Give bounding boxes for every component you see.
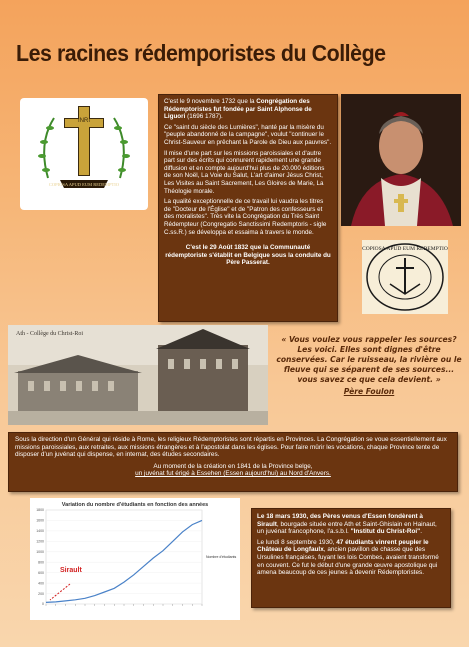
y-tick-label: 1000: [36, 549, 44, 554]
series-line: [46, 520, 202, 602]
sirault-box: [251, 508, 451, 608]
legend-label: Nombre d'étudiants: [206, 555, 237, 559]
p4-text: La qualité exceptionnelle de ce travail lui vaudra les titres de "Docteur de l'Église" et de "Patron des confesseurs et des moralistes". Très vite la Congrégation du Très Saint Rédempteur (Congregatio Sanctissimi Redemptoris - sigle C.ss.R.) se développa et essaima à travers le monde.: [164, 198, 327, 236]
redemptorist-seal: [362, 240, 448, 314]
cross-logo: [20, 98, 148, 210]
sirault-annotation: Sirault: [60, 567, 82, 574]
logo-caption: COPIOSA APUD EUM REDEMPTIO: [48, 182, 120, 187]
institut-name: "Institut du Christ-Roi": [350, 528, 421, 536]
p1-strong: Congrégation des Rédemptoristes fut fondée par Saint Alphonse de Liguori: [164, 98, 312, 121]
sirault-strong: Le 18 mars 1930, des Pères venus d'Essen fondèrent à Sirault: [257, 513, 423, 528]
p3-text: Il mise d'une part sur les missions paroissiales et d'autre part sur des écrits qui connurent rapidement une grande diffusion et en compte aujourd'hui plus de 20.000 éditions de son Noël, La Voie du Salut, L'art d'aimer Jésus Christ, Les Visites au Saint Sacrement, Les Gloires de Marie, La Théologie morale.: [164, 149, 325, 195]
chart-title: Variation du nombre d'étudiants en fonction des années: [61, 502, 209, 508]
page-title: Les racines rédemporistes du Collège: [16, 40, 386, 66]
annotation-arrow: [50, 584, 70, 600]
province-creation: Au moment de la création en 1841 de la Province belge,: [153, 462, 313, 470]
students-chart: [30, 498, 240, 620]
province-text: Sous la direction d'un Général qui réside à Rome, les religieux Rédemptoristes sont répartis en Provinces. La Congrégation se voue essentiellement aux missions paroissiales, aux retraites, aux missions étrangères et à l'apostolat dans les églises. Pour faire mûrir les vocations, chaque Province tente de disposer d'un juvénat qui dispense, en internat, des études secondaires.: [15, 436, 447, 459]
foulon-quote: [276, 335, 462, 397]
p5-text: C'est le 29 Août 1832 que la Communauté rédemptoriste s'établit en Belgique sous la conduite du Père Passerat.: [165, 244, 331, 267]
college-photo: [8, 325, 268, 425]
longfaulx-strong: 47 étudiants vinrent peupler le Château de Longfaulx: [257, 538, 429, 554]
quote-author: Père Foulon: [343, 387, 395, 396]
sirault-end: .: [420, 528, 422, 536]
y-tick-label: 400: [38, 581, 44, 586]
y-tick-label: 600: [38, 570, 44, 575]
y-tick-label: 800: [38, 560, 44, 565]
y-tick-label: 1600: [36, 518, 44, 523]
p1-post: (1696 1787).: [185, 113, 223, 121]
quote-text: « Vous voulez vous rappeler les sources? Les voici. Elles sont dignes d'être conservées. Car le ruisseau, la rivière ou le fleuve qui se séparent de ses sources... vous savez ce que cela devient. »: [276, 335, 462, 384]
p2-text: Ce "saint du siècle des Lumières", hanté par la misère du "peuple abandonné de la campagne", voulut "continuer le Christ-Sauveur en prêchant la Parole de Dieu aux pauvres".: [164, 123, 332, 146]
y-tick-label: 1800: [36, 508, 44, 513]
plot-area: [46, 510, 202, 604]
saint-alphonse-portrait: [341, 94, 461, 226]
p1-text: C'est le 9 novembre 1732 que la: [164, 98, 257, 105]
photo-caption: Ath - Collège du Christ-Roi: [16, 331, 83, 337]
province-box: [8, 432, 458, 492]
y-tick-label: 1200: [36, 539, 44, 544]
y-tick-label: 1400: [36, 529, 44, 534]
province-juvenat: un juvénat fut érigé à Essehen (Essen aujourd'hui) au Nord d'Anvers.: [135, 470, 331, 478]
history-box: [158, 94, 338, 322]
longfaulx-pre: Le lundi 8 septembre 1930,: [257, 538, 337, 546]
seal-caption: COPIOSA APUD EUM REDEMPTIO: [362, 246, 448, 252]
y-tick-label: 0: [42, 602, 44, 607]
y-tick-label: 200: [38, 591, 44, 596]
longfaulx-post: , ancien pavillon de chasse que des Ursulines françaises, fuyant les lois Combes, avaient transformé en couvent. Ce fut le début d'une grande œuvre apostolique qui amena beaucoup de ces jeunes à devenir Rédemptoristes.: [257, 546, 439, 577]
svg-text:INRI: INRI: [78, 118, 90, 124]
sirault-mid: , bourgade située entre Ath et Saint-Ghislain en Hainaut, un juvénat francophone, l'a.s.b.l.: [257, 520, 437, 536]
